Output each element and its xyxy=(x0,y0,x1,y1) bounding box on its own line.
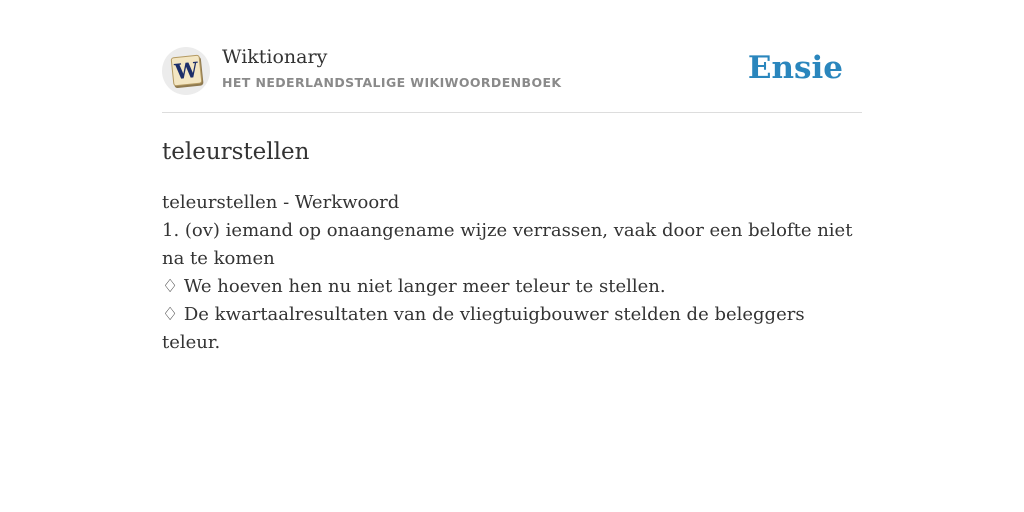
wiktionary-logo-icon[interactable] xyxy=(162,47,210,95)
site-tagline: HET NEDERLANDSTALIGE WIKIWOORDENBOEK xyxy=(222,75,562,90)
example-sentence: ♢ We hoeven hen nu niet langer meer teleur te stellen. xyxy=(162,276,666,297)
page-title: teleurstellen xyxy=(162,139,310,165)
page xyxy=(162,0,862,357)
logo-letter: W xyxy=(171,55,203,87)
example-sentence: ♢ De kwartaalresultaten van de vliegtuigbouwer stelden de beleggers teleur. xyxy=(162,304,805,353)
ensie-brand-link[interactable]: Ensie xyxy=(747,50,843,86)
definition-text: 1. (ov) iemand op onaangename wijze verrassen, vaak door een belofte niet na te komen xyxy=(162,220,853,269)
site-header xyxy=(162,0,862,113)
dictionary-entry xyxy=(162,189,862,357)
word-type-line: teleurstellen - Werkwoord xyxy=(162,192,400,213)
site-title[interactable]: Wiktionary xyxy=(222,46,328,68)
